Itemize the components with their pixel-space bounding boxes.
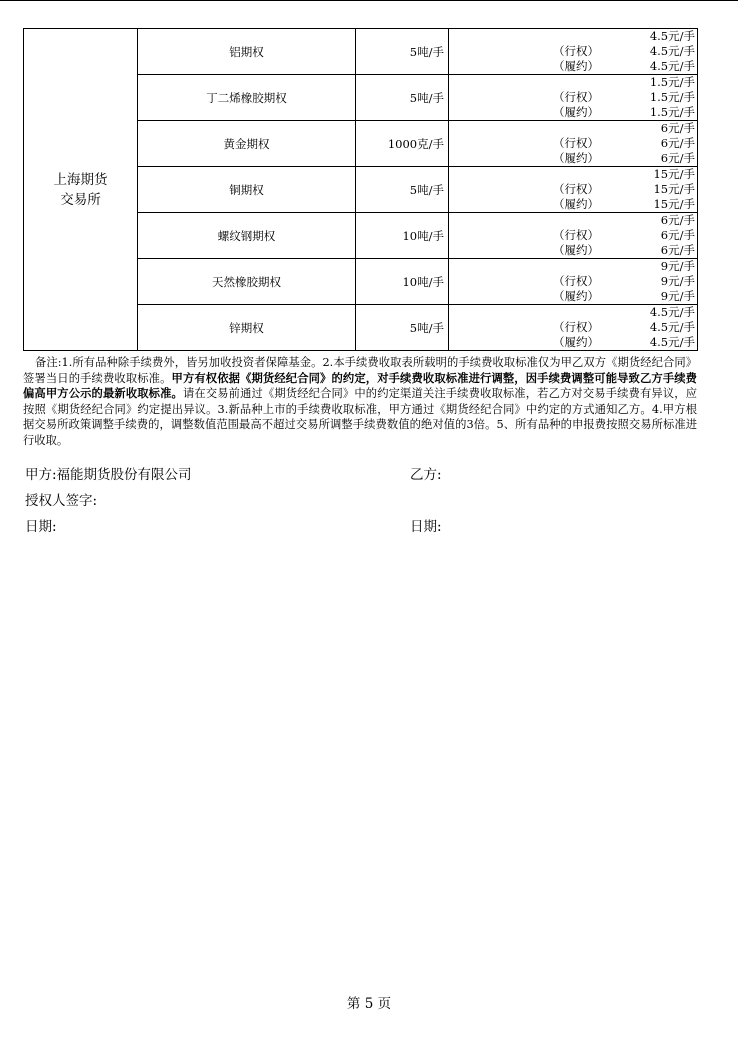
party-a-date-label: 日期:	[25, 519, 57, 535]
fee-type-label: （履约）	[553, 243, 599, 257]
fee-amount: 6元/手	[660, 228, 695, 242]
fee-amount: 4.5元/手	[649, 59, 695, 73]
note-bold: 甲方有权依据《期货经纪合同》的约定，对手续费收取标准进行调整，因手续费调整可能导致乙方手续费偏高甲方公示的最新收取标准。	[23, 370, 697, 400]
product-name: 黄金期权	[138, 121, 356, 167]
fee-amount: 4.5元/手	[649, 305, 695, 319]
fee-type-label	[449, 75, 599, 90]
product-name: 天然橡胶期权	[138, 259, 356, 305]
fee-amount: 6元/手	[660, 151, 695, 165]
fee-type-label	[449, 167, 599, 182]
fee-line	[449, 335, 697, 350]
fee-type-label: （履约）	[553, 151, 599, 165]
fee-type-label	[449, 259, 599, 274]
party-b-label: 乙方:	[410, 467, 442, 483]
trading-unit: 5吨/手	[356, 75, 449, 121]
fee-cell	[449, 167, 698, 213]
trading-unit: 10吨/手	[356, 259, 449, 305]
fee-line	[449, 90, 697, 105]
fee-line	[449, 274, 697, 289]
fee-line	[449, 182, 697, 197]
fee-line	[449, 121, 697, 136]
note-part2: 请在交易前通过《期货经纪合同》中的约定渠道关注手续费收取标准，若乙方对交易手续费有异议，应按照《期货经纪合同》约定提出异议。3.新品种上市的手续费收取标准，甲方通过《期货经纪合同》中约定的方式通知乙方。4.甲方根据交易所政策调整手续费的，调整数值范围最高不超过交易所调整手续费数值的绝对值的3倍。5、所有品种的申报费按照交易所标准进行收取。	[23, 387, 697, 447]
fee-line	[449, 197, 697, 212]
fee-type-label: （行权）	[553, 90, 599, 104]
fee-type-label: （行权）	[553, 228, 599, 242]
fee-line	[449, 167, 697, 182]
fee-amount: 4.5元/手	[649, 29, 695, 43]
fee-amount: 6元/手	[660, 213, 695, 227]
fee-type-label: （行权）	[553, 182, 599, 196]
fee-amount: 9元/手	[660, 259, 695, 273]
trading-unit: 5吨/手	[356, 167, 449, 213]
trading-unit: 5吨/手	[356, 305, 449, 351]
fee-line	[449, 305, 697, 320]
fee-type-label: （行权）	[553, 136, 599, 150]
fee-line	[449, 136, 697, 151]
top-rule	[0, 0, 738, 1]
party-a-label: 甲方:福能期货股份有限公司	[25, 467, 192, 483]
fee-cell	[449, 29, 698, 75]
exchange-name: 上海期货交易所	[24, 29, 138, 351]
fee-amount: 4.5元/手	[649, 44, 695, 58]
authorized-signature-label: 授权人签字:	[25, 493, 98, 509]
fee-line	[449, 259, 697, 274]
fee-line	[449, 29, 697, 44]
trading-unit: 10吨/手	[356, 213, 449, 259]
fee-type-label	[449, 213, 599, 228]
product-name: 铝期权	[138, 29, 356, 75]
fee-amount: 9元/手	[660, 274, 695, 288]
fee-table	[23, 28, 698, 351]
fee-type-label	[449, 121, 599, 136]
fee-type-label	[449, 305, 599, 320]
fee-line	[449, 75, 697, 90]
fee-line	[449, 243, 697, 258]
fee-type-label: （履约）	[553, 59, 599, 73]
fee-type-label: （履约）	[553, 105, 599, 119]
product-name: 螺纹钢期权	[138, 213, 356, 259]
page-number: 第 5 页	[346, 996, 392, 1012]
product-name: 丁二烯橡胶期权	[138, 75, 356, 121]
fee-amount: 6元/手	[660, 136, 695, 150]
fee-line	[449, 44, 697, 59]
fee-cell	[449, 259, 698, 305]
fee-amount: 9元/手	[660, 289, 695, 303]
fee-line	[449, 151, 697, 166]
fee-line	[449, 59, 697, 74]
fee-amount: 15元/手	[653, 167, 695, 181]
product-name: 锌期权	[138, 305, 356, 351]
trading-unit: 5吨/手	[356, 29, 449, 75]
fee-cell	[449, 75, 698, 121]
fee-cell	[449, 121, 698, 167]
fee-amount: 4.5元/手	[649, 320, 695, 334]
fee-line	[449, 213, 697, 228]
note-part1: 备注:1.所有品种除手续费外，皆另加收投资者保障基金。2.本手续费收取表所载明的手续费收取标准仅为甲乙双方《期货经纪合同》签署当日的手续费收取标准。	[23, 356, 697, 385]
fee-amount: 1.5元/手	[649, 90, 695, 104]
trading-unit: 1000克/手	[356, 121, 449, 167]
table-row	[24, 29, 698, 75]
fee-amount: 4.5元/手	[649, 335, 695, 349]
fee-line	[449, 105, 697, 120]
fee-amount: 15元/手	[653, 197, 695, 211]
fee-type-label: （履约）	[553, 335, 599, 349]
fee-line	[449, 228, 697, 243]
fee-amount: 15元/手	[653, 182, 695, 196]
fee-type-label: （行权）	[553, 320, 599, 334]
remarks-note	[23, 355, 697, 448]
fee-cell	[449, 305, 698, 351]
fee-cell	[449, 213, 698, 259]
fee-line	[449, 320, 697, 335]
fee-amount: 1.5元/手	[649, 75, 695, 89]
fee-amount: 6元/手	[660, 243, 695, 257]
fee-type-label: （行权）	[553, 44, 599, 58]
fee-type-label: （履约）	[553, 289, 599, 303]
party-b-date-label: 日期:	[410, 519, 442, 535]
fee-type-label: （履约）	[553, 197, 599, 211]
fee-line	[449, 289, 697, 304]
fee-type-label: （行权）	[553, 274, 599, 288]
fee-amount: 1.5元/手	[649, 105, 695, 119]
product-name: 铜期权	[138, 167, 356, 213]
fee-amount: 6元/手	[660, 121, 695, 135]
fee-type-label	[449, 29, 599, 44]
